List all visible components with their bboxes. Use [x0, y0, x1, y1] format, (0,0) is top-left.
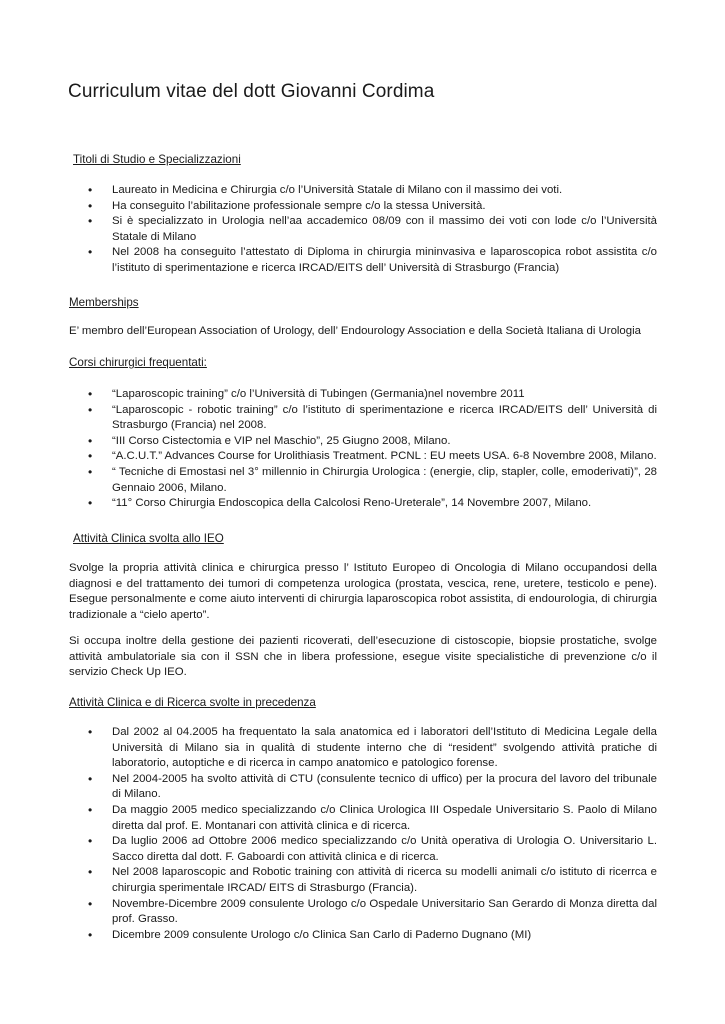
- list-item: • Da luglio 2006 ad Ottobre 2006 medico specializzando c/o Unità operativa di Urologia O. Universitario L. Sacco diretta dal dott. F. Gaboardi con attività clinica e di ricerca.: [68, 834, 657, 865]
- section-heading-precedenza: Attività Clinica e di Ricerca svolte in precedenza: [69, 696, 316, 709]
- section-heading-corsi: Corsi chirurgici frequentati:: [69, 356, 207, 369]
- list-item: • “11° Corso Chirurgia Endoscopica della Calcolosi Reno-Ureterale”, 14 Novembre 2007, Milano.: [68, 496, 657, 512]
- list-item: • Dal 2002 al 04.2005 ha frequentato la sala anatomica ed i laboratori dell’Istituto di Medicina Legale della Università di Milano sia in qualità di studente interno che di “resident” svolgendo attività pratiche di laboratorio, autoptiche e di ricerca in campo anatomico e patologico forense.: [68, 725, 657, 772]
- list-precedenza: [68, 725, 657, 943]
- section-heading-ieo: Attività Clinica svolta allo IEO: [73, 532, 224, 545]
- list-item: • “A.C.U.T.” Advances Course for Urolithiasis Treatment. PCNL : EU meets USA. 6-8 Novembre 2008, Milano.: [68, 449, 657, 465]
- list-item: • “Laparoscopic training” c/o l’Università di Tubingen (Germania)nel novembre 2011: [68, 387, 657, 403]
- list-item: • Nel 2008 ha conseguito l’attestato di Diploma in chirurgia mininvasiva e laparoscopica robot assistita c/o l’istituto di sperimentazione e ricerca IRCAD/EITS dell’ Università di Strasburgo (Francia): [68, 245, 657, 276]
- document-title: Curriculum vitae del dott Giovanni Cordima: [68, 81, 435, 102]
- memberships-text: E’ membro dell’European Association of Urology, dell’ Endourology Association e della Società Italiana di Urologia: [69, 325, 641, 337]
- list-item: • Novembre-Dicembre 2009 consulente Urologo c/o Ospedale Universitario San Gerardo di Monza diretta dal prof. Grasso.: [68, 897, 657, 928]
- list-item: • Nel 2004-2005 ha svolto attività di CTU (consulente tecnico di uffico) per la procura del lavoro del tribunale di Milano.: [68, 772, 657, 803]
- section-heading-memberships: Memberships: [69, 296, 139, 309]
- list-item: • Si è specializzato in Urologia nell’aa accademico 08/09 con il massimo dei voti con lode c/o l’Università Statale di Milano: [68, 214, 657, 245]
- list-item: • “Laparoscopic - robotic training” c/o l’istituto di sperimentazione e ricerca IRCAD/EITS dell’ Università di Strasburgo (Francia) nel 2008.: [68, 403, 657, 434]
- ieo-paragraph: Si occupa inoltre della gestione dei pazienti ricoverati, dell’esecuzione di cistoscopie, biopsie prostatiche, svolge attività ambulatoriale sia con il SSN che in libera professione, esegue visite specialistiche di prevenzione c/o il servizio Check Up IEO.: [69, 635, 657, 679]
- list-item: • Laureato in Medicina e Chirurgia c/o l’Università Statale di Milano con il massimo dei voti.: [68, 183, 657, 199]
- section-heading-studi: Titoli di Studio e Specializzazioni: [73, 153, 241, 166]
- ieo-paragraph: Svolge la propria attività clinica e chirurgica presso l’ Istituto Europeo di Oncologia di Milano occupandosi della diagnosi e del trattamento dei tumori di competenza urologica (prostata, vescica, rene, uretere, testicolo e pene). Esegue personalmente e come aiuto interventi di chirurgia laparoscopica robot assistita, di endourologia, di chirurgia tradizionale a “cielo aperto”.: [69, 562, 657, 621]
- list-studi: [68, 183, 657, 277]
- list-corsi: [68, 387, 657, 512]
- list-item: • “ Tecniche di Emostasi nel 3° millennio in Chirurgia Urologica : (energie, clip, stapler, colle, emoderivati)”, 28 Gennaio 2006, Milano.: [68, 465, 657, 496]
- list-item: • Ha conseguito l’abilitazione professionale sempre c/o la stessa Università.: [68, 199, 657, 215]
- list-item: • “III Corso Cistectomia e VIP nel Maschio”, 25 Giugno 2008, Milano.: [68, 434, 657, 450]
- list-item: • Da maggio 2005 medico specializzando c/o Clinica Urologica III Ospedale Universitario S. Paolo di Milano diretta dal prof. E. Montanari con attività clinica e di ricerca.: [68, 803, 657, 834]
- list-item: • Nel 2008 laparoscopic and Robotic training con attività di ricerca su modelli animali c/o istituto di ricerrca e chirurgia sperimentale IRCAD/ EITS di Strasburgo (Francia).: [68, 865, 657, 896]
- list-item: • Dicembre 2009 consulente Urologo c/o Clinica San Carlo di Paderno Dugnano (MI): [68, 928, 657, 944]
